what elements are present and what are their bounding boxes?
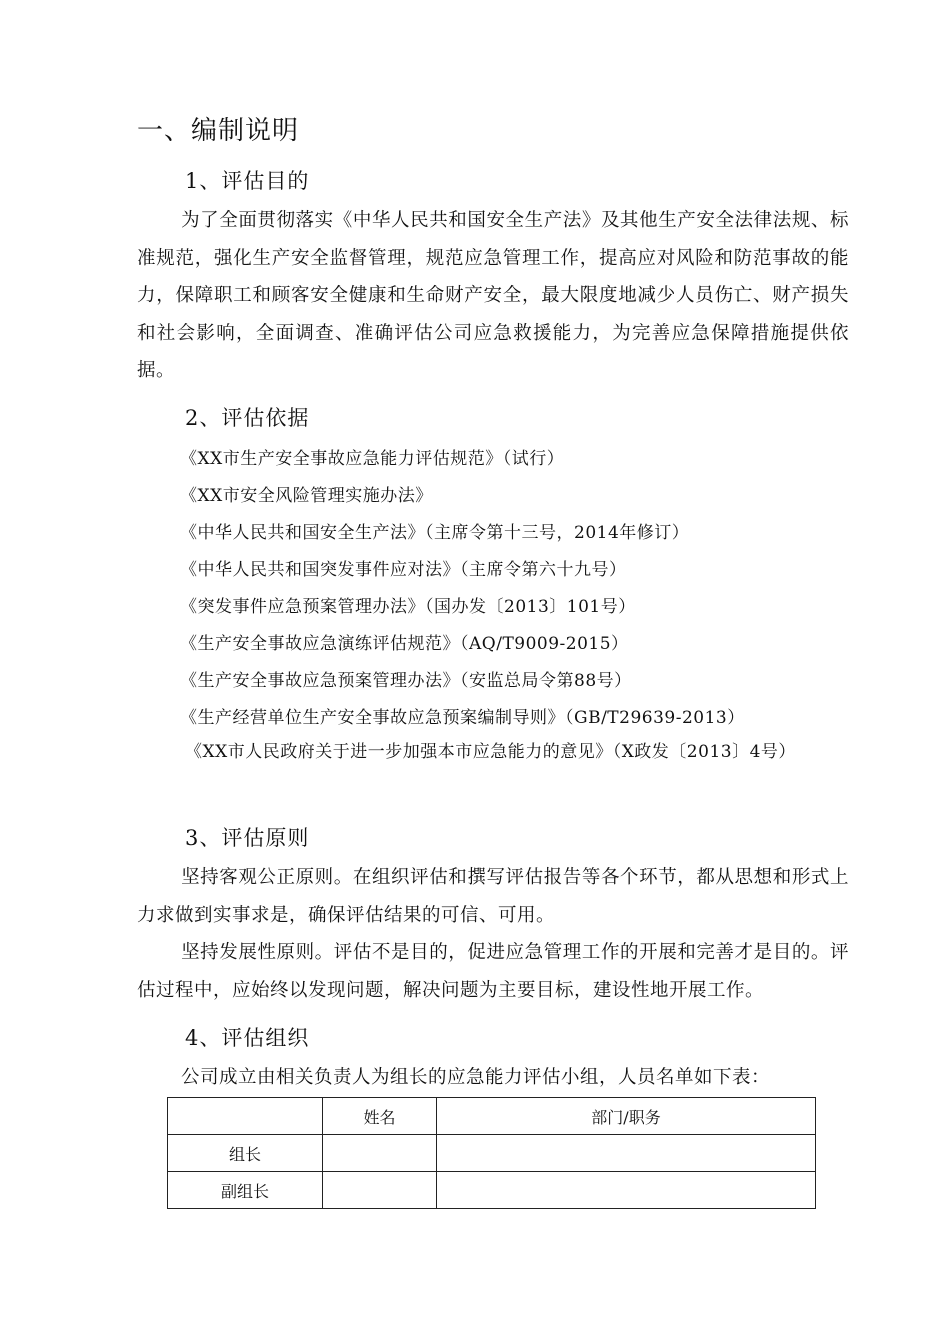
heading-purpose: 1、评估目的	[185, 169, 310, 193]
reference-item: 《XX市生产安全事故应急能力评估规范》（试行）	[180, 449, 565, 469]
table-cell	[323, 1135, 437, 1172]
table-header-cell: 部门/职务	[437, 1098, 816, 1135]
paragraph-development	[137, 934, 849, 1009]
table-cell	[323, 1172, 437, 1209]
table-row	[168, 1135, 816, 1172]
reference-item: 《XX市安全风险管理实施办法》	[180, 486, 433, 506]
table-cell	[437, 1172, 816, 1209]
table-cell: 组长	[168, 1135, 323, 1172]
table-header-cell: 姓名	[323, 1098, 437, 1135]
reference-item: 《生产经营单位生产安全事故应急预案编制导则》（GB/T29639-2013）	[180, 708, 745, 728]
section-title: 一、编制说明	[137, 116, 300, 146]
paragraph-objectivity	[137, 859, 849, 934]
paragraph-organization	[137, 1059, 849, 1097]
reference-item: 《中华人民共和国突发事件应对法》（主席令第六十九号）	[180, 560, 627, 580]
reference-item: 《中华人民共和国安全生产法》（主席令第十三号，2014年修订）	[180, 523, 690, 543]
evaluation-team-table	[167, 1097, 816, 1209]
table-header-cell	[168, 1098, 323, 1135]
reference-item: 《突发事件应急预案管理办法》（国办发〔2013〕101号）	[180, 597, 636, 617]
paragraph-objectivity-text: 坚持客观公正原则。在组织评估和撰写评估报告等各个环节，都从思想和形式上力求做到实事求是，确保评估结果的可信、可用。	[137, 867, 849, 926]
paragraph-purpose	[137, 202, 849, 390]
table-cell: 副组长	[168, 1172, 323, 1209]
reference-item: 《生产安全事故应急演练评估规范》（AQ/T9009-2015）	[180, 634, 629, 654]
reference-item: 《生产安全事故应急预案管理办法》（安监总局令第88号）	[180, 671, 632, 691]
paragraph-organization-text: 公司成立由相关负责人为组长的应急能力评估小组，人员名单如下表：	[181, 1067, 771, 1088]
table-cell	[437, 1135, 816, 1172]
table-row	[168, 1172, 816, 1209]
table-header-row	[168, 1098, 816, 1135]
paragraph-development-text: 坚持发展性原则。评估不是目的，促进应急管理工作的开展和完善才是目的。评估过程中，应始终以发现问题，解决问题为主要目标，建设性地开展工作。	[137, 942, 849, 1001]
heading-basis: 2、评估依据	[185, 406, 310, 430]
heading-principles: 3、评估原则	[185, 826, 310, 850]
reference-item-wrapped-text: 《XX市人民政府关于进一步加强本市应急能力的意见》（X政发〔2013〕4号）	[185, 742, 796, 762]
reference-item-wrapped	[137, 734, 849, 771]
heading-organization: 4、评估组织	[185, 1026, 310, 1050]
paragraph-purpose-text: 为了全面贯彻落实《中华人民共和国安全生产法》及其他生产安全法律法规、标准规范，强化生产安全监督管理，规范应急管理工作，提高应对风险和防范事故的能力，保障职工和顾客安全健康和生命财产安全，最大限度地减少人员伤亡、财产损失和社会影响，全面调查、准确评估公司应急救援能力，为完善应急保障措施提供依据。	[137, 210, 849, 381]
